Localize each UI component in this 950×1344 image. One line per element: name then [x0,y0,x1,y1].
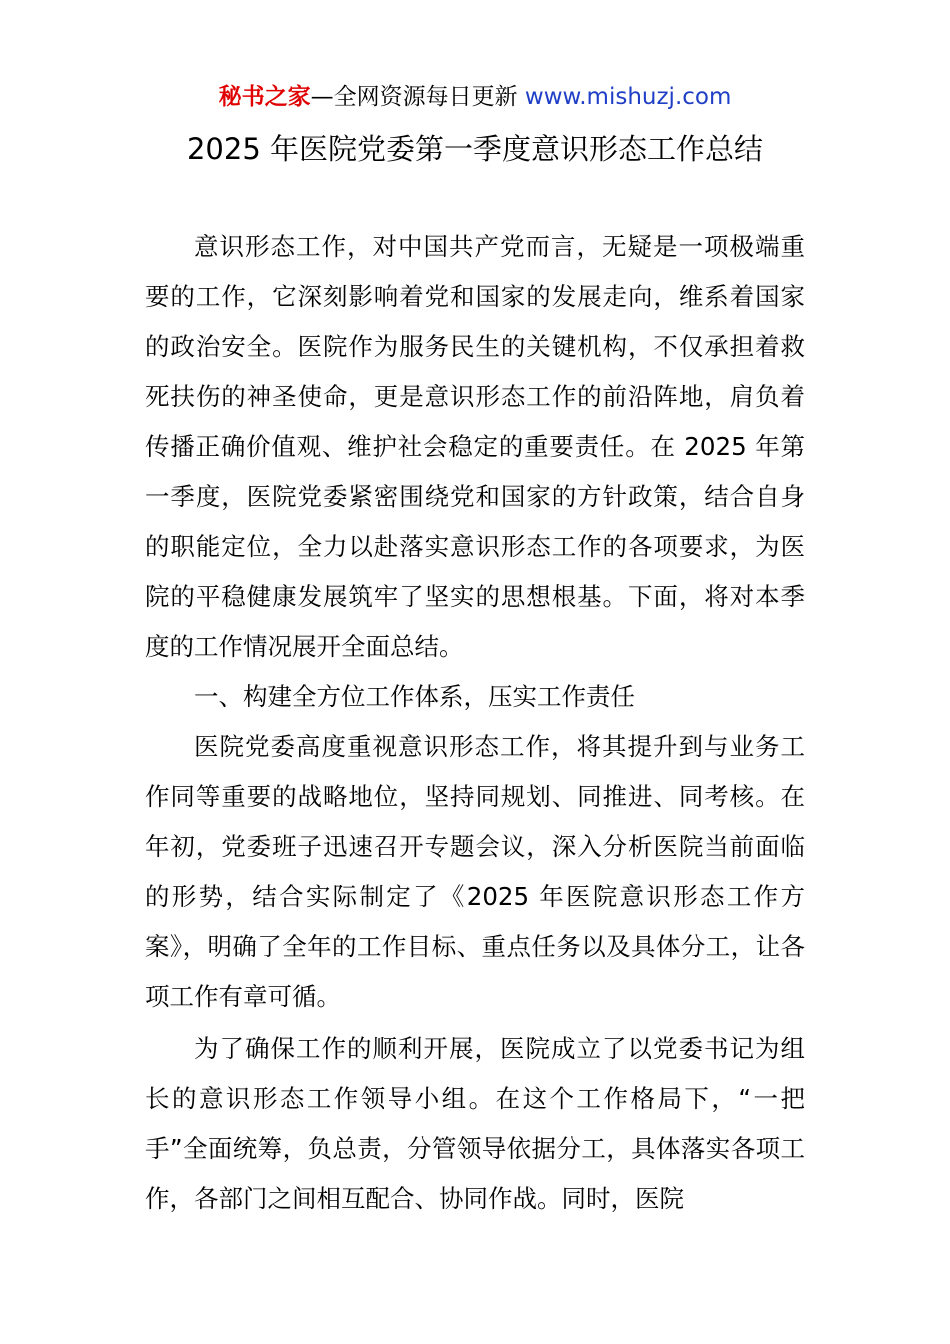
paragraph-section-1b: 为了确保工作的顺利开展，医院成立了以党委书记为组长的意识形态工作领导小组。在这个工作格局下，“一把手”全面统筹，负总责，分管领导依据分工，具体落实各项工作，各部门之间相互配合、协同作战。同时，医院 [145,1034,805,1213]
section-heading-1: 一、构建全方位工作体系，压实工作责任 [194,682,635,711]
site-url-link[interactable]: www.mishuzj.com [524,84,732,110]
document-title: 2025 年医院党委第一季度意识形态工作总结 [186,132,764,166]
document-body [145,222,805,1224]
site-header [0,80,950,114]
paragraph-intro: 意识形态工作，对中国共产党而言，无疑是一项极端重要的工作，它深刻影响着党和国家的发展走向，维系着国家的政治安全。医院作为服务民生的关键机构，不仅承担着救死扶伤的神圣使命，更是意识形态工作的前沿阵地，肩负着传播正确价值观、维护社会稳定的重要责任。在 2025 年第一季度，医院党委紧密围绕党和国家的方针政策，结合自身的职能定位，全力以赴落实意识形态工作的各项要求，为医院的平稳健康发展筑牢了坚实的思想根基。下面，将对本季度的工作情况展开全面总结。 [145,232,805,661]
site-brand: 秘书之家 [218,84,311,110]
paragraph-section-1a: 医院党委高度重视意识形态工作，将其提升到与业务工作同等重要的战略地位，坚持同规划、同推进、同考核。在年初，党委班子迅速召开专题会议，深入分析医院当前面临的形势，结合实际制定了《2025 年医院意识形态工作方案》，明确了全年的工作目标、重点任务以及具体分工，让各项工作有章可循。 [145,732,805,1011]
site-tagline: —全网资源每日更新 [310,84,518,110]
